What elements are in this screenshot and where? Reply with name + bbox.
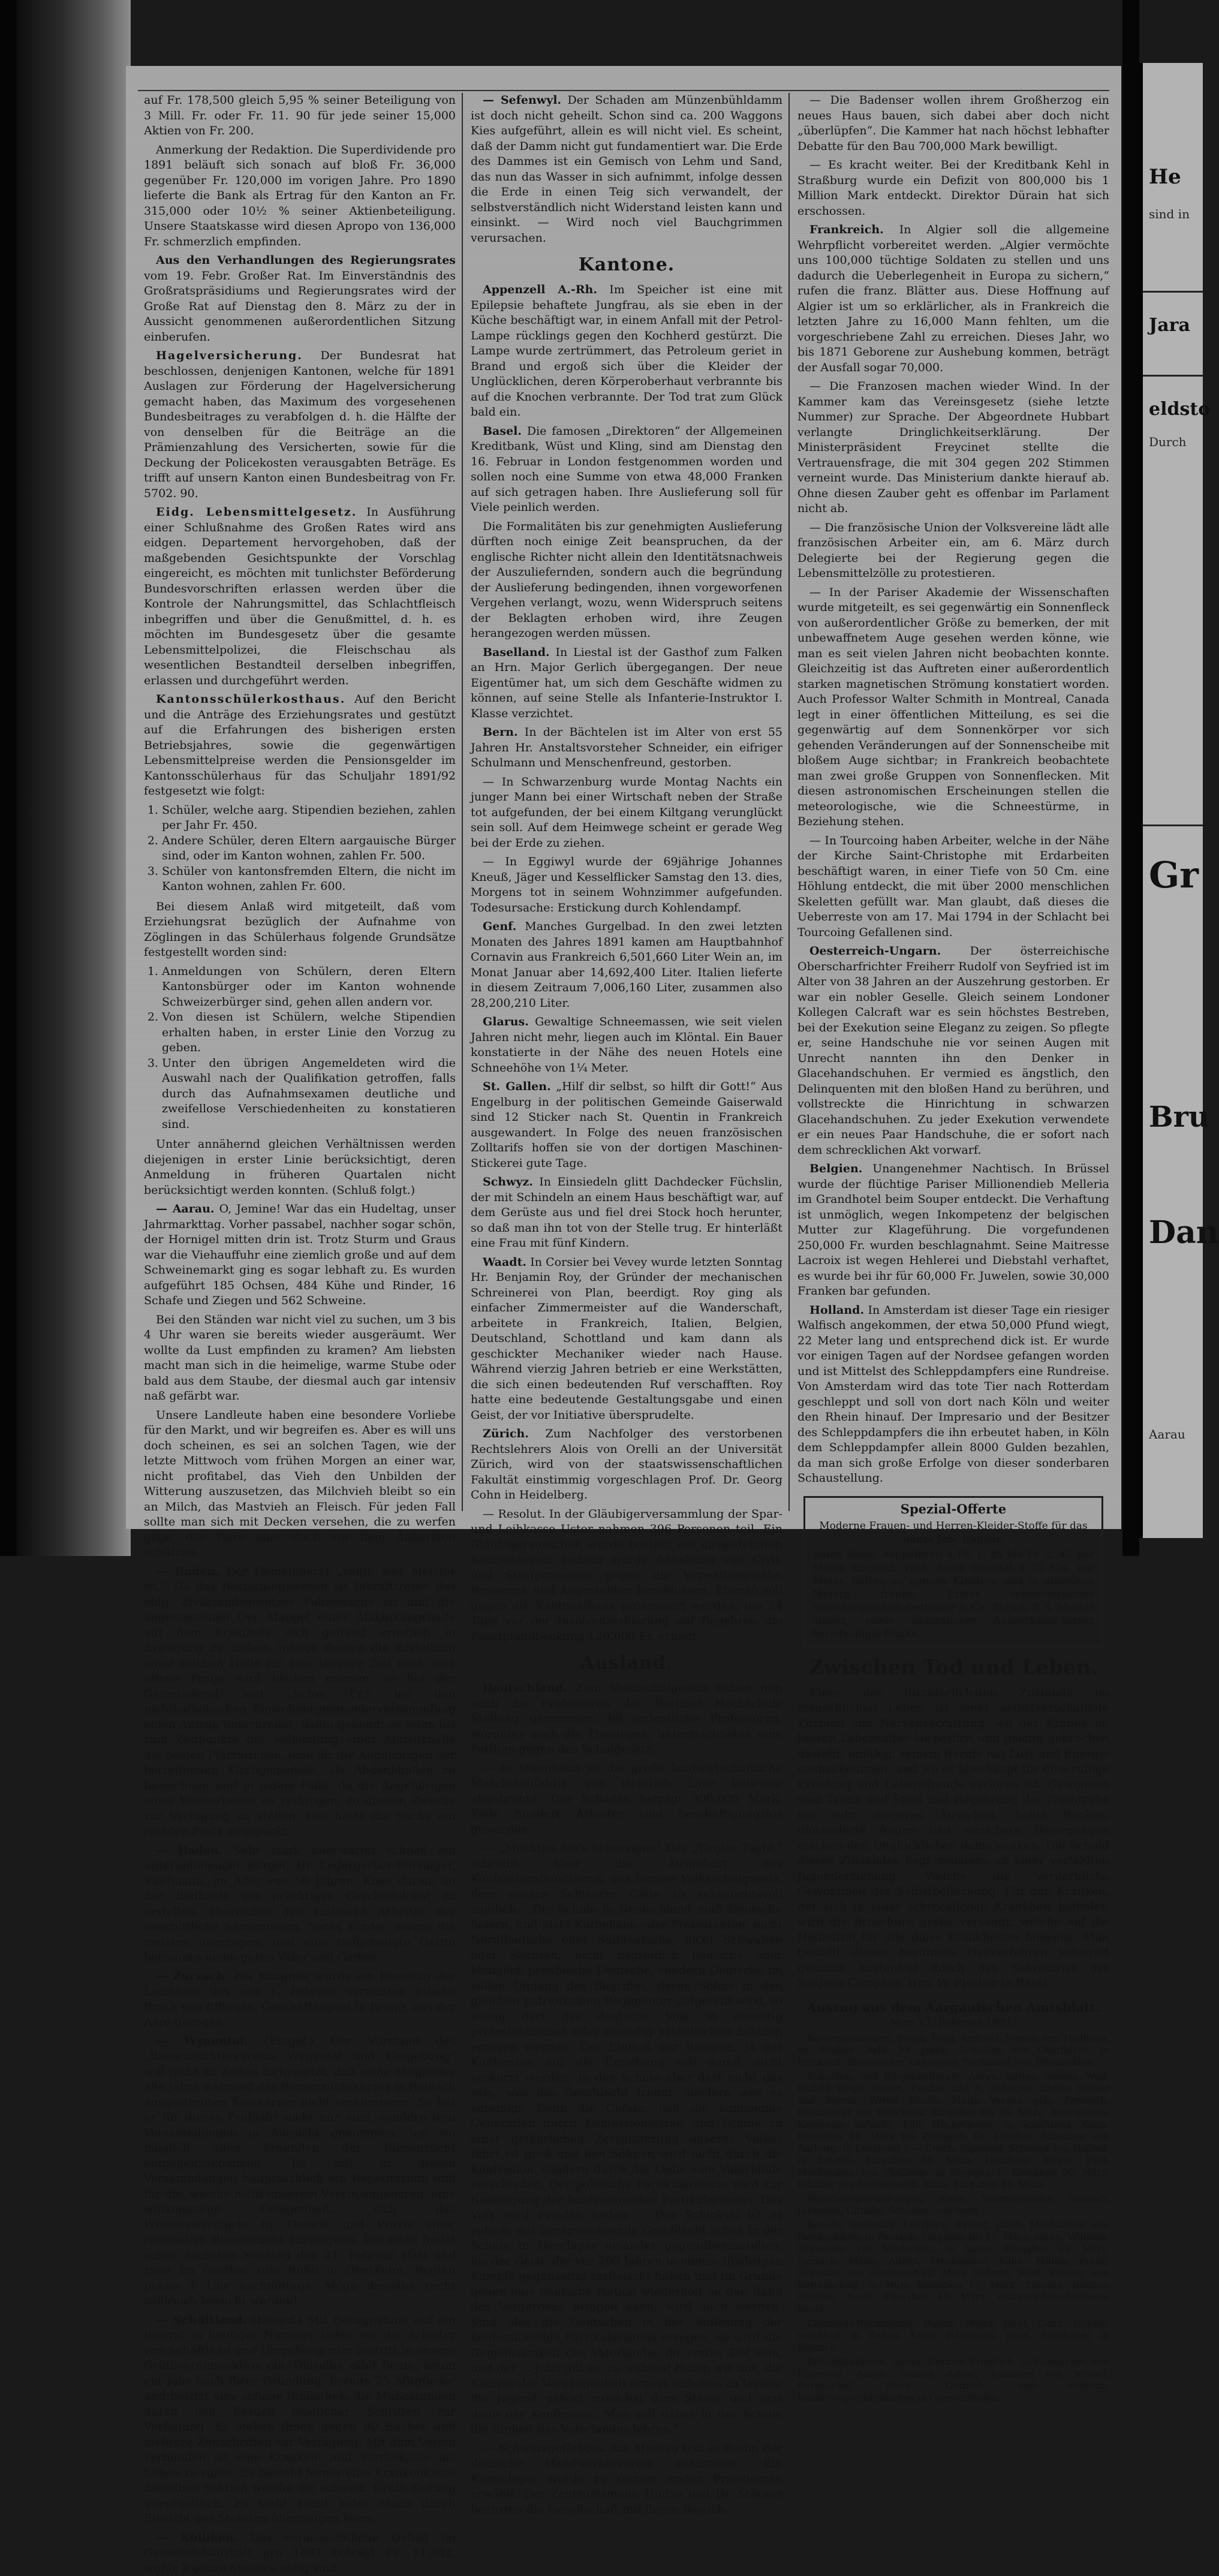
article-body: Der Schaden am Münzenbühldamm ist doch nicht geheilt. Schon sind ca. 200 Waggons Kies aufgeführt, allein es will nicht viel. Es scheint, daß der Damm nicht gut fundamentiert war. Die Erde des Dammes ist ein Gemisch von Lehm und Sand, das nun das Wasser in sich aufnimmt, infolge dessen die Erde in einen Teig sich verwandelt, der selbstverständlich nicht Widerstand leisten kann und einsinkt. — Wird noch viel Bauchgrimmen verursachen.	[471, 94, 782, 245]
article-body: In Algier soll die allgemeine Wehrpflicht vorbereitet werden. „Algier vermöchte uns 100,000 tüchtige Soldaten zu stellen und uns dadurch die Ueberlegenheit in Europa zu sichern,“ rufen die franz. Blätter aus. Diese Hoffnung auf Algier ist um so erklärlicher, als in Frankreich die letzten Jahre zu 16,000 Mann fehlten, um die vorgeschriebene Zahl zu erreichen. Dieses Jahr, wo bis 1871 Geborene zur Aushebung kommen, beträgt der Ausfall sogar 70,000.	[797, 223, 1109, 374]
article-body: Bei Klingnau wurde am Dienstag der Leichnam des seit 1. Februar vermißten Johann Brack von Effingen, Geschäftsagent in Brugg, aus der Aare gezogen.	[144, 1970, 456, 2029]
column-3	[797, 93, 1109, 1511]
ad-title: Spezial-Offerte	[812, 1503, 1094, 1516]
article-aarau-market-3: Unsere Landleute haben eine besondere Vorliebe für den Markt, und wir begreifen es. Aber es will uns doch scheinen, es sei an solchen Tagen, wie der letzte Mittwoch vom frühen Morgen an einer war, nicht profitabel, das Vieh den Unbilden der Witterung auszusetzen, das Milchvieh bleibt so ein an Milch, das Mastvieh an Fleisch. Für jeden Fall sollte man sich mit Decken versehen, die zu werfen gebe, die Tiere aber doch vor dem Äußersten schützen.	[144, 1408, 456, 1561]
article-editor-note: Anmerkung der Redaktion. Die Superdividende pro 1891 beläuft sich sonach auf bloß Fr. 36,000 gegenüber Fr. 120,000 im vorigen Jahre. Pro 1890 lieferte die Bank als Ertrag für den Kanton an Fr. 315,000 oder 10½ % seiner Aktienbeteiligung. Unsere Staatskasse wird diesen Apropo von 136,000 Fr. schmerzlich empfinden.	[144, 143, 456, 250]
adjacent-page-fragment	[1139, 63, 1203, 1538]
article-glarus	[471, 1015, 782, 1076]
article-kicker: Waadt.	[483, 1256, 526, 1269]
article-admission-close: Unter annähernd gleichen Verhältnissen werden diejenigen in erster Linie berücksichtigt, deren Anmeldung in früheren Quartalen nicht berücksichtigt werden konnten. (Schluß folgt.)	[144, 1137, 456, 1198]
column-rule-2	[788, 93, 790, 1511]
section-heading-kantone: Kantone.	[471, 254, 782, 275]
article-waadt	[471, 1255, 782, 1424]
article-franzosen: — Die Franzosen machen wieder Wind. In der Kammer kam das Vereinsgesetz (siehe letzte Nummer) zur Sprache. Der Abgeordnete Hubbart verlangte Dringlichkeitserklärung. Der Ministerpräsident Freycinet stellte die Vertrauensfrage, die mit 304 gegen 202 Stimmen verneint wurde. Das Ministerium dankte hierauf ab. Ohne diesen Zauber geht es offenbar im Parlament nicht ab.	[797, 379, 1109, 517]
article-kicker: — Aarau.	[156, 1202, 215, 1215]
article-kicker: — Zurzach.	[156, 1970, 228, 1983]
column-2	[471, 93, 782, 1511]
pension-fee-list	[144, 803, 456, 895]
article-kicker: Basel.	[483, 425, 522, 438]
article-kicker: Schwyz.	[483, 1175, 533, 1188]
article-belgien	[797, 1161, 1109, 1299]
article-oesterreich	[797, 944, 1109, 1158]
article-kicker: — Sefenwyl.	[483, 94, 561, 107]
article-frankreich	[797, 222, 1109, 375]
article-schwyz	[471, 1175, 782, 1251]
article-badenser: — Die Badenser wollen ihrem Großherzog ein neues Haus bauen, sich dabei aber doch nicht „überlüpfen“. Die Kammer hat nach höchst lebhafter Debatte für den Bau 700,000 Mark bewilligt.	[797, 93, 1109, 154]
list-item: 3. Unter den übrigen Angemeldeten wird die Auswahl nach der Qualifikation getroffen, falls durch das Aufnahmsexamen deutliche und zweifellose Verschiedenheiten zu konstatieren sind.	[162, 1056, 456, 1133]
article-kicker: — Baden.	[156, 1565, 219, 1578]
article-zuerich	[471, 1427, 782, 1503]
article-kicker: Eidg. Lebensmittelgesetz.	[156, 505, 357, 519]
adjacent-fragment: Dan	[1149, 1214, 1219, 1251]
article-body: Gewaltige Schneemassen, wie seit vielen Jahren nicht mehr, liegen auch im Klöntal. Ein Bauer konstatierte in der Nähe des neuen Hotels eine Schneehöhe von 1¼ Meter.	[471, 1015, 782, 1075]
article-zurzach	[144, 1969, 456, 2030]
article-kicker: Bern.	[483, 726, 518, 739]
article-kicker: Genf.	[483, 920, 516, 933]
amtsblatt-entry: Rehabilitationen. Aarau. Kramer, Friedrich, Schuhmacher, von Eggenwil. Aarau. Steiner, Alfred, Johannes von Birrwil, Bureauchef. Blum, Gottlieb, und Wilhelm, Kinderwagenfabrikanten in Oberentfelden.	[797, 2356, 1109, 2404]
article-body: Im Speicher ist eine mit Epilepsie behaftete Jungfrau, als sie eben in der Küche beschäftigt war, in einem Anfall mit der Petrol-Lampe rücklings gegen den Kochherd gestürzt. Die Lampe wurde zertrümmert, das Petroleum geriet in Brand und ergoß sich über die Kleider der Unglücklichen, deren Körperoberhaut verbrannte bis auf die Knochen verbrannte. Der Tod trat zum Glück bald ein.	[471, 283, 782, 419]
article-baden-2	[144, 1843, 456, 1966]
article-body: Zum Volksschulgesetz haben nun auch die Professoren der Berliner Hochschule Stellung genommen; 69 ordentliche Professoren, worunter auch die Theologen, unterzeichneten eine Petition gegen das Schulgesetz.	[471, 1681, 782, 1756]
column-1	[144, 93, 456, 1511]
ad-subtitle: Moderne Frauen- und Herren-Kleider-Stoffe für das ganze Jahr tragbar.	[812, 1519, 1094, 1546]
article-union: — Die französische Union der Volksvereine lädt alle französischen Arbeiter ein, am 6. März durch Delegierte bei der Regierung gegen die Lebensmittelzölle zu protestieren.	[797, 520, 1109, 582]
article-body: (Eingef.) Der Vorstand des „Bienenzüchtervereins Wynental und Umgebung“ will nicht zu Zeiten fortgesetzt, daß seine Mitglieder alle Jahre während des Bienenzuchtkurses in Reinach ausgestreuten Saatkörner nicht verkümmern. So hat er für dieses Frühjahr nicht nur eine, sondern drei Versammlungen in Aussicht genommen, um wo möglich allen Freunden der Bienenzucht entgegenzukommen. Es soll in diesen Versammlungen hauptsächlich ein Repetitorium und für die, welche nicht unserem Verein angehören, eine willkommene Gelegenheit, sich das Wissenswürdigste in Theorie und Praxis einer rationellen Bienenzucht anzueignen. Die erste findet schon nächsten Sonntag den 21. Februar statt und zwar im Gasthof zum Rößli in Oberkulm. Beginn präzis 1 Uhr nachmittags. Möge dieselbe recht zahlreich besucht werden!	[144, 2035, 456, 2308]
adjacent-fragment: eldsto	[1149, 399, 1210, 420]
amtsblatt-date: Vom 13. Februar 1891.	[797, 2016, 1109, 2029]
article-tiroler-tagblatt: — „Möchten Sie's beherzigen! Das „Tiroler Tagbl.“ schreibt über die Ausgeburt des Konfessionsfanatismus, das famose Volksschulgesetz, dem unsere Schwarze Gilde so sehnsuchtsvoll zujubelt: „Die Schule in Deutschland muß Deutsche liefern, und nicht Katholiken oder Protestanten, nicht Norddeutsche oder Süddeutsche, nicht Schwaben oder Sachsen, nicht begreiflich badische oder königlich preußische Deutsche, sondern Deutsche im vollen Umfang des Begriffes, deren Söhne in den gleichen patriotischen Regimenter aufgeteilt wird, so wenig darf das deutsche Volk in einseitig protestantischen oder einseitig katholischen Schulen erzogen werden. Der Einfluß der Religion, ja der Konfession auf die Erziehung soll damit nicht verkürzt werden; in der Schule aber darf nicht das sein, was das Geschlecht trennt, sondern was es vereinigt. Denn die Gefahr, daß die kommende Generation durch Konfessionsstreit und Schule zu einer gefährlichen Zersplitterung unseres Volkes führt ist groß und den Söhnen wird nicht durch die Konfession, sondern durch die Liebe zum Vaterlande entschieden. Der politische Partikularismus wird zur Beseitigung der konfessionellen Partikularismus. Das Volk wird Frieden finden ... Das Schicksal ist es jedoch, das heranwachsende Geschlecht schon in der Schule in Heerlager einander gegenüberzustellen, bis der Geist, der vor 200 Jahren in einem 30jährigen Kampfe gegenseitig zerfleischt haben und im Grunde gegen eine deutsche Nation wiederholt an den Rand des Verderbens bringen kann, wird auch werden. Sind also die Deutschen in der Auflösung der konfessionellen Partikularismus erzogen, so wird die Gemeinsamkeit des Vaterlandes ihr erstes Ziel sein, und der ... Jetzt gilt es, zu wählen! Hüten wir uns, die Kämpfe der Vergangenheit erneut aufleben zu lassen; die Jugend gehört zunächst dem Staate und erst dann der Konfession. Man soll daher in der Schule die Einheit des Vaterlandes lehren.“	[471, 1841, 782, 2437]
article-kicker: — Schöftland.	[156, 2313, 246, 2327]
article-kosthaus	[144, 692, 456, 799]
article-akademie: — In der Pariser Akademie der Wissenschaften wurde mitgeteilt, es sei gegenwärtig ein Sonnenfleck von außerordentlicher Größe zu bemerken, der mit unbewaffnetem Auge gesehen werden könne, wie man es seit vielen Jahren nicht beobachten konnte. Gleichzeitig ist das Auftreten einer außerordentlich starken magnetischen Strömung konstatiert worden. Auch Professor Walter Schmith in Montreal, Canada legt in einer öffentlichen Mitteilung, es sei die gegenwärtig auf dem Sonnenkörper vor sich gehenden Veränderungen auf der Sonnenscheibe mit bloßem Auge sichtbar; in Frankreich beobachtete man zwei große Gruppen von Sonnenflecken. Mit diesen astronomischen Erscheinungen stellen die meteorologische, wie die Schneestürme, in Beziehung stehen.	[797, 585, 1109, 830]
article-lebensmittelgesetz	[144, 505, 456, 688]
article-kicker: Belgien.	[809, 1162, 862, 1175]
article-body: In Liestal ist der Gasthof zum Falken an Hrn. Major Gerlich übergegangen. Der neue Eigentümer hat, um sich dem Geschäfte widmen zu können, auf seine Stelle als Infanterie-Instruktor I. Klasse verzichtet.	[471, 646, 782, 720]
book-binding-gutter	[17, 0, 131, 1556]
adjacent-fragment: Durch	[1149, 435, 1187, 449]
article-kicker: Holland.	[809, 1304, 864, 1317]
amtsblatt-entry: Schulden- und Bürgschaftsrufe. Aarau. Sutter, Steiner, Wolf, Rudolf, Wegli, Sigrist, Fischer und A. Zofingen. Ehrler, Waiser und Wernli, Witwe Bächli, Maria Verena geb. Zimmerli, Baumeister von Wöschnau. Eingaben bis 26. März. Bremgarten. Kantonale Aufsicht, Egli, Hochwürden, in Schöftland. Kulm. Eingaben 24. März bei Zofingen, Dr. Lüscher, Scheuner von Aarburg, in Lenzburg † — Urech, Sigmund, Schmied von Hallwil, in Zetzwil. Eingaben 30. März. Lenzburg. Meyer, Paul, Mechaniker, von Thalheim, in Seengen †. Eingaben 26. März. Inhaber von Bordemwald. Kulm. Eingaben 31. März.	[797, 2071, 1109, 2190]
article-kicker: Glarus.	[483, 1015, 529, 1028]
heading-amtsblatt: Auszug aus dem Aargauischen Amtsblatt.	[797, 2000, 1109, 2015]
article-kicker: Hagelversicherung.	[156, 349, 303, 362]
article-bank-dividend: auf Fr. 178,500 gleich 5,95 % seiner Beteiligung von 3 Mill. Fr. oder Fr. 11. 90 für jede seiner 15,000 Aktien von Fr. 200.	[144, 93, 456, 139]
article-wynental	[144, 2034, 456, 2309]
article-kicker: — Kölliken.	[156, 2531, 237, 2544]
article-body: In Amsterdam ist dieser Tage ein riesiger Walfisch angekommen, der etwa 50,000 Pfund wiegt, 22 Meter lang und entsprechend dick ist. Er wurde vor einigen Tagen auf der Nordsee gefangen worden und ist Mittelst des Schleppdampfers eine Rundreise. Von Amsterdam wird das tote Tier nach Rotterdam geschleppt und soll von dort nach Köln und weiter den Rhein hinauf. Der Impresario und der Besitzer des Schleppdampfers die ihn erbeutet haben, in Köln dem Schleppdampfer allein 8000 Gulden bezahlen, da man sich große Erfolge von dieser sonderbaren Schaustellung.	[797, 1304, 1109, 1485]
article-kicker: — Wynental.	[156, 2035, 248, 2048]
article-kicker: Frankreich.	[809, 223, 884, 236]
article-body: „Hilf dir selbst, so hilft dir Gott!“ Aus Engelburg in der politischen Gemeinde Gaiserwald sind 12 Sticker nach St. Quentin in Frankreich ausgewandert. In Folge des neuen französischen Zolltarifs hoffen sie von der dortigen Maschinen-Stickerei gute Tage.	[471, 1080, 782, 1170]
article-body: Sehr stark unerwartet schnell ein unternehmender Bürger, Hr. Ledergerber-Borsinger, Kaufmann, im Alter von 56 Jahren. Eben daran, an der Badhalde ein prächtiges Geschäftslokal zu erstellen, übereichte den rastlosen Arbeiter der unerbittliche Sensenmann. Sechs Kinder, wovon die meisten unerzogen, und eine tiefgebeugte Gattin betrauern einen guten Vater und Gatten.	[144, 1844, 456, 1964]
article-body: In Einsiedeln glitt Dachdecker Füchslin, der mit Schindeln an einem Haus beschäftigt war, auf dem Gerüste aus und fiel drei Stock hoch herunter, so daß man ihn tot von der Stelle trug. Er hinterläßt eine Frau mit fünf Kindern.	[471, 1175, 782, 1250]
article-kicker: Deutschland.	[483, 1681, 567, 1695]
article-uster: — Resolut. In der Gläubigerversammlung der Spar- und Leihkasse Uster nahmen 396 Personen teil. Ein Gläubigerausschuß wurde bestellt mit ausgedehnten Kompetenzen; sodann wurde Anhebung von Civil- und Strafprozessen gegen die Verwaltungsräte, Revisoren und Angestellten beschlossen. Ebenso soll gegen die Kantonalbank prozessiert werden, die 24 Tage vor der Insolvenzerklärung auf Begehren um Faustpfandbeckung 120,000 Fr. erhielt.	[471, 1507, 782, 1645]
top-rule	[138, 90, 1109, 91]
article-kicker: St. Gallen.	[483, 1080, 551, 1093]
article-strassburg: — Es kracht weiter. Bei der Kreditbank Kehl in Straßburg wurde ein Defizit von 800,000 bis 1 Million Mark entdeckt. Direktor Dürain hat sich erschossen.	[797, 158, 1109, 219]
adjacent-rule	[1143, 375, 1203, 377]
article-baden-1	[144, 1564, 456, 1840]
article-appenzell	[471, 282, 782, 420]
adjacent-fragment: Jara	[1149, 315, 1190, 336]
article-koelliken	[144, 2530, 456, 2576]
admission-rules-list	[144, 964, 456, 1133]
article-kicker: Aus den Verhandlungen des Regierungsrates	[156, 254, 456, 267]
amtsblatt-entry: Bevormundungen. Brugg. Ging, Andreas, Nagler, von Thalheim, im Riniken. Aebi, Fr. Jakob, Schuster, von Oberflachs, in Hitzkirch. Rheinfelden. Grauwiler, Ferdinand, von Rheinfelden.	[797, 2032, 1109, 2068]
adjacent-fragment: He	[1149, 165, 1181, 189]
article-body: In der Bächtelen ist im Alter von erst 55 Jahren Hr. Anstaltsvorsteher Schneider, ein eifriger Schulmann und Menschenfreund, gestorben.	[471, 726, 782, 769]
column-rule-1	[462, 93, 463, 1511]
amtsblatt-entry: Geldstags-Rücknahme. Baden. Meier, Josef, Cohn, Gypser, wohnhaft in Baden. Kulm. Hämmerli, Josef, Fuhrhalter in Reinach.	[797, 2318, 1109, 2354]
advertisement-spezial-offerte	[803, 1496, 1103, 1647]
article-aarau-market-2: Bei den Ständen war nicht viel zu suchen, um 3 bis 4 Uhr waren sie bereits wieder ausgeräumt. Wer wollte da Lust empfinden zu kramen? Am liebsten macht man sich in die heimelige, warme Stube oder bald aus dem Staube, der diesmal auch gar intensiv naß gefärbt war.	[144, 1313, 456, 1404]
article-body: Auf den Bericht und die Anträge des Erziehungsrates und gestützt auf die Erfahrungen des bisherigen ersten Betriebsjahres, sowie die gegenwärtigen Lebensmittelpreise werden die Pensionsgelder im Kantonsschülerhaus für das Schuljahr 1891/92 festgesetzt wie folgt:	[144, 693, 456, 798]
article-kicker: — Baden.	[156, 1844, 222, 1857]
article-body: Zum Nachfolger des verstorbenen Rechtslehrers Alois von Orelli an der Universität Zürich, wird von der staatswissenschaftlichen Fakultät einstimmig vorgeschlagen Prof. Dr. Georg Cohn in Heidelberg.	[471, 1427, 782, 1501]
article-body: Der Gemeinderat „zeigt, wer Meister ist.“ Da das Bestattungswesen ist Inkrafttreten des eidg. Zivilstandsgesetzes Polizeisache ist und die angemessenen Der Mangel einer Abdankungshalle auf dem Friedhofe sich geltend ernstlich in Erwägung zu ziehen, infolge dessen die Erstellung einer solchen Halle für eine längere Zeit noch eine offene Frage wird bleiben müssen, so hat der Gemeinderat laut „Schw. Fr.“ bei den nichtkatholischen Einwohnergemeinderversammlung einen Antrag unterbreitet, dahin gehend: es seien bis zum Zeitpunkte der Vollendung einer Abdankhalle die beiden Pfarrkirchen, jede für die Angehörigen der betreffenden Kirchgemeinde, als Abdankhallen zu bezeichnen und in jedem Falle, da die Angehörigen eines Verstorbenen es verlangen, zu diesem Zwecke zur Verfügung zu stellen. Das heißt die Sache am rechten Fleck angepackt.	[144, 1565, 456, 1838]
article-basel-2: Die Formalitäten bis zur genehmigten Auslieferung dürften noch einige Zeit beanspruchen, da der englische Richter nicht allein den Identitätsnachweis der Auszuliefernden, sondern auch die begründung der Auslieferung bedingenden, ihnen vorgeworfenen Vergehen verlangt, wozu, wenn Widerspruch seitens der Beklagten erhoben wird, ihre Zeugen herangezogen werden müssen.	[471, 519, 782, 642]
article-body: Der österreichische Oberscharfrichter Freiherr Rudolf von Seyfried ist im Alter von 38 Jahren an der Auszehrung gestorben. Er war ein nobler Geselle. Gleich seinem Londoner Kollegen Calcraft war es sein höchstes Bestreben, bei der Exekution seine Eleganz zu zeigen. So pflegte er, seine Handschuhe nie vor seinen Augen mit Unrecht nannten ihn den Denker in Glacehandschuhen. Er vermied es ängstlich, den Delinquenten mit den bloßen Hand zu berühren, und vollstreckte die Hinrichtung in schwarzen Glacehandschuhen. Zu jeder Exekution verwendete er ein neues Paar Handschuhe, die er sofort nach dem schrecklichen Akt vorwarf.	[797, 944, 1109, 1157]
heading-zwischen-tod-und-leben: Zwischen Tod und Leben.	[797, 1656, 1109, 1680]
adjacent-rule	[1143, 824, 1203, 826]
article-genf	[471, 919, 782, 1011]
article-schwarzenburg: — In Schwarzenburg wurde Montag Nachts ein junger Mann bei einer Wirtschaft neben der Straße tot aufgefunden, der bei einem Kiltgang verunglückt sein soll. Auf dem Heimwege scheint er gerade Weg bei der Erde zu ziehen.	[471, 775, 782, 851]
article-schoeftland	[144, 2313, 456, 2527]
advertorial-body: Einer der fürchterlichsten Zustände im menschlichen Leben ist jener selbstverschuldete Zustand von Nervenzerrüttung, wo der Kranke im besten Lebensalter körperlich und geistig gebrochen dasteht, unfähig, seinem Berufe mit Lust und Energie nachzukommen, und wo er überhaupt für eine ruhige Erholung und Lebensfreude verloren ist. Gewonnen sind Trunk und Spiel und Begehrung der Nachtruhe ein sehr mageres Aussehen, hohle Backen, umränderte Augen und unsichere Bewegungen machen den Unglücklichen dahinwanken. Die Schuld dieses Zustandes liegt meistens an einer verfehlten Jugenderziehung. Welche die verderbliche Gewohnheit der Selbstbefleckung. Für den Kranken, der sich in jener schrecklichen Krankheit befindet, wird die Broschüre gratis versandt, welche auf die Heilmittel für alle diese Krankheiten hinweist. Man bestellt dieses berühmte Heilverfahren jederzeit gänzlich kostenfrei durch das Sekretariat der Sanjana Company, Hrn. W. Fischer in Basel.	[797, 1686, 1109, 1991]
article-body: (Eingef.) Mit Bezugnahme auf ein Inserat in heutiger Nummer laden wir die Arbeiter von Schöftland und Umgebung zum Beitritt in unsere Grütlivereinssektion ein. Dieselbe zählt heute, kaum ein Jahr nach ihrer Gründung, bereits 25 Mitglieder und besitzt eine schöne Bibliothek, die Mußestunden durch den Besuch möglicher Schriften zur Verfügung. Es stehen ihnen gegen 80 Bücher und mehrere Zeitschriften zur Verfügung. Mit dem Verein verbunden ist eine Kranken- und Sterbekasse ins Leben zu rufen. Es besteht ferner eine Krankenkasse dieselben Sektion welche die schweiz. Grütli-Zeitung unentgeltlich. Es steht somit jeder Mann durch Einsicht der Statuten überzeugen kann.	[144, 2313, 456, 2526]
article-bern	[471, 725, 782, 771]
amtsblatt-entry: Wirtshausgantsübungen. Kulm. Sommerhalder, Gottlieb, Johannes, Giltlifte, Schuster, von Burg.	[797, 2193, 1109, 2217]
adjacent-rule	[1143, 291, 1203, 293]
article-body: Das voraussichtliche Defizit im Gemeindehaushalt pro 1892 beträgt Fr. 11,882, wofür 2 ganze Steuern nötig sind.	[144, 2531, 456, 2575]
article-kicker: Baselland.	[483, 646, 550, 659]
article-mannheim: — In Mannheim ist die große landwirtschaftliche Maschinenfabrik von Heinrich Lanz teilweise abgebrannt. Der Schaden beträgt 300,000 Mark. Viele hundert Arbeiter sind beschäftigungslos geworden.	[471, 1761, 782, 1838]
article-sefenwyl	[471, 93, 782, 246]
article-kicker: Zürich.	[483, 1427, 529, 1440]
list-item: 3. Schüler von kantonsfremden Eltern, die nicht im Kanton wohnen, zahlen Fr. 600.	[162, 864, 456, 895]
article-body: Die famosen „Direktoren“ der Allgemeinen Kreditbank, Wüst und Kling, sind am Dienstag den 16. Februar in London festgenommen worden und sollen noch eine Summe von etwa 48,000 Franken auf sich getragen haben. Ihre Auslieferung soll für Viele peinlich werden.	[471, 425, 782, 514]
article-body: In Corsier bei Vevey wurde letzten Sonntag Hr. Benjamin Roy, der Gründer der mechanischen Schreinerei von Plan, beerdigt. Roy ging als einfacher Zimmermeister auf die Wanderschaft, arbeitete in Frankreich, Italien, Belgien, Deutschland, Schottland und kam dann als geschickter Mechaniker wieder nach Hause. Während vierzig Jahren betrieb er eine Werkstätten, die sich einen bedeutenden Ruf verschafften. Roy hatte eine bedeutende Gestaltungsgabe und einen Geist, der vor Initiative übersprudelte.	[471, 1256, 782, 1422]
scan-edge-right	[1122, 0, 1139, 1556]
list-item: 1. Anmeldungen von Schülern, deren Eltern Kantonsbürger oder im Kanton wohnende Schweizerbürger sind, gehen allen andern vor.	[162, 964, 456, 1010]
article-baselland	[471, 645, 782, 722]
article-body: In Ausführung einer Schlußnahme des Großen Rates wird ans eidgen. Departement hervorgehoben, daß der maßgebenden Gesichtspunkte der Vorschlag eingereicht, es möchten mit tunlichster Beförderung Bundesvorschriften erlassen werden über die Kontrole der Nahrungsmittel, das Schlachtfleisch inbegriffen und über die Genußmittel, d. h. es möchten im Bundesgesetz über die gesamte Lebensmittelpolizei, die Fleischschau als wesentlichen Bestandteil derselben inbegriffen, erlassen und durchgeführt werden.	[144, 505, 456, 687]
article-berlin: — Schwarzgefärbtes. Am Montag trat in Berlin der deutsche Handwerkerverein zusammen. Ein Kaminfeger wurde zu seinem ersten Präsidenten erwählt. Der Zentrumsmann Hintze und Dr. Stöcker beehrten die Gesellschaft mit ihrem Besuch.	[471, 2441, 782, 2518]
section-heading-ausland: Ausland.	[471, 1653, 782, 1674]
adjacent-fragment: Gr	[1149, 854, 1199, 896]
article-admission-intro: Bei diesem Anlaß wird mitgeteilt, daß vom Erziehungsrat bezüglich der Aufnahme von Zöglingen in das Schülerhaus folgende Grundsätze festgestellt worden sind:	[144, 899, 456, 961]
article-basel	[471, 424, 782, 516]
article-eggiwyl: — In Eggiwyl wurde der 69jährige Johannes Kneuß, Jäger und Kesselflicker Samstag den 13. dies, Morgens tot in seinem Wohnzimmer aufgefunden. Todesursache: Erstickung durch Kohlendampf.	[471, 854, 782, 916]
adjacent-fragment: Bru	[1149, 1100, 1209, 1134]
article-deutschland	[471, 1681, 782, 1758]
amtsblatt-entry: Benefiz. Inventarii. Lenzburg. Byland, Jakob, Mechaniker, von Hendschiken, in Reinach. Eingaben bis 15. März. Aarau. Wilhelm, Schneider, von Niederlenz, in Aarau. Eingaben 25. März. Zurzach. Meier, Albert, Mechaniker. Kulm. Müller, Franz, Schuster, von Gontenschwil. Muri. Schmid, Josef, Krämer, von Rottenschwil, in Muri. Eingaben 17. März. Zurzach. Rauber, Gottlieb. Basel. Eingaben 19. März. Zivilgerichtsschreiberei Basel.	[797, 2219, 1109, 2315]
article-tourcoing: — In Tourcoing haben Arbeiter, welche in der Nähe der Kirche Saint-Christophe mit Erdarbeiten beschäftigt waren, in einer Tiefe von 50 Cm. eine Höhlung entdeckt, die mit über 2000 menschlichen Skeletten gefüllt war. Man glaubt, daß dieses die Ueberreste von am 17. Mai 1794 in der Schlacht bei Tourcoing Gefallenen sind.	[797, 833, 1109, 941]
article-body: vom 19. Febr. Großer Rat. Im Einverständnis des Großratspräsidiums und Regierungsrates wird der Große Rat auf Dienstag den 8. März zu der in Aussicht genommenen außerordentlichen Sitzung einberufen.	[144, 269, 456, 344]
newspaper-page	[126, 66, 1121, 1529]
list-item: 2. Von diesen ist Schülern, welche Stipendien erhalten haben, in erster Linie den Vorzug zu geben.	[162, 1010, 456, 1056]
list-item: 2. Andere Schüler, deren Eltern aargauische Bürger sind, oder im Kanton wohnen, zahlen Fr. 500.	[162, 833, 456, 864]
article-kicker: Appenzell A.-Rh.	[483, 283, 597, 296]
article-holland	[797, 1303, 1109, 1486]
list-item: 1. Schüler, welche aarg. Stipendien beziehen, zahlen per Jahr Fr. 450.	[162, 803, 456, 833]
scan-edge-left	[0, 0, 17, 1556]
article-body: O, Jemine! War das ein Hudeltag, unser Jahrmarkttag. Vorher passabel, nachher sogar schön, der Hornigel mitten drin ist. Trotz Sturm und Graus war die Viehauffuhr eine ziemlich große und auf dem Schweinemarkt ging es sogar lebhaft zu. Es wurden aufgeführt 185 Ochsen, 484 Kühe und Rinder, 16 Schafe und Ziegen und 562 Schweine.	[144, 1202, 456, 1307]
article-regierungsrat	[144, 253, 456, 345]
article-body: Unangenehmer Nachtisch. In Brüssel wurde der flüchtige Pariser Millionendieb Melleria im Grandhotel beim Souper entdeckt. Die Verhaftung ist unmöglich, wegen Inkompetenz der belgischen Mutter zur Klageführung. Die vorgefundenen 250,000 Fr. wurden beschlagnahmt. Seine Maitresse Lacroix ist wegen Hehlerei und Diebstahl verhaftet, es wurde bei ihr für 60,000 Fr. Juwelen, sowie 30,000 Franken bar gefunden.	[797, 1162, 1109, 1298]
article-aarau-market	[144, 1202, 456, 1309]
article-kicker: Kantonsschülerkosthaus.	[156, 693, 345, 706]
article-hagelversicherung	[144, 348, 456, 501]
article-body: Der Bundesrat hat beschlossen, denjenigen Kantonen, welche für 1891 Auslagen zur Förderung der Hagelversicherung gemacht haben, das Maximum des vorgesehenen Bundesbeitrages zu verabfolgen d. h. die Hälfte der von denselben für die Beiträge an die Prämienzahlung des Versicherten, sowie für die Deckung der Policekosten verausgabten Beträge. Es trifft auf unsern Kanton einen Bundesbeitrag von Fr. 5702. 90.	[144, 349, 456, 500]
article-body: Manches Gurgelbad. In den zwei letzten Monaten des Jahres 1891 kamen am Hauptbahnhof Cornavin aus Frankreich 6,501,660 Liter Wein an, im Monat Januar aber 14,692,400 Liter. Italien lieferte in diesem Zeitraum 7,006,160 Liter, zusammen also 28,200,210 Liter.	[471, 920, 782, 1010]
article-st-gallen	[471, 1079, 782, 1171]
article-kicker: Oesterreich-Ungarn.	[809, 944, 941, 958]
adjacent-fragment: sind in	[1149, 207, 1190, 221]
ad-text: Reine Wolle, doppelbreit à Fr. 1. 45 bis Fr. 2. 45 per Meter. Englisch Tuch, beste Qualität à 75 Cts. per Meter, liefern zu ganzen Kleidern und in einzelnen Metern franko. Erstes schweizerisches Versandtgeschäft Oettinger & Co, Zürich. P. S. Muster obiger, sowie sämmtlicher Auskerkaufs-Serien bereitwilligst franko.	[812, 1548, 1094, 1641]
adjacent-fragment: Aarau	[1149, 1427, 1185, 1442]
